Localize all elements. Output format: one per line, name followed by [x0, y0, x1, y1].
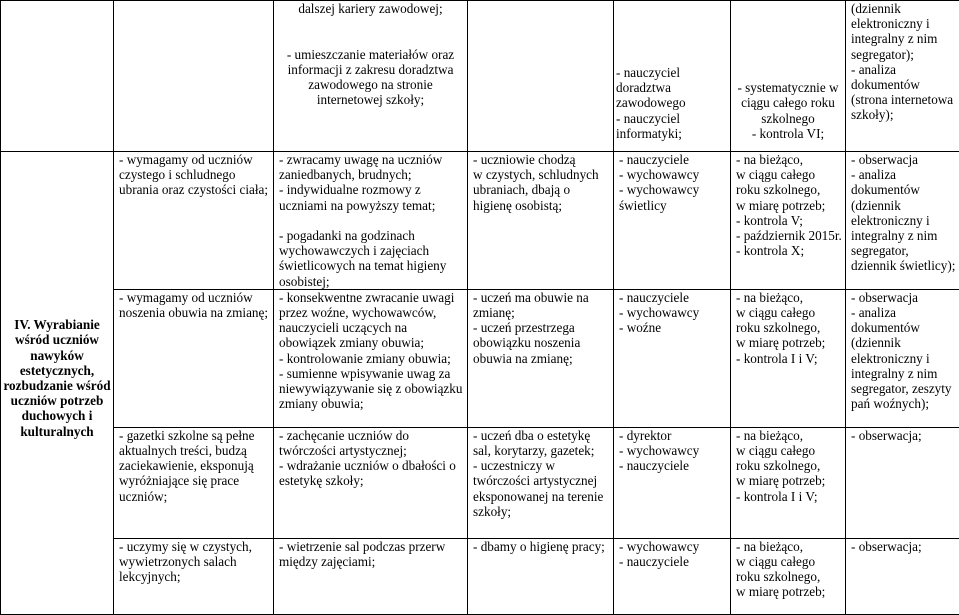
evaluation-cell: - obserwacja - analiza dokumentów (dziennik elektroniczny i integralny z nim segregator, zeszyty pań woźnych);: [846, 289, 959, 427]
empty-cell: [114, 1, 274, 152]
responsible-cell: - nauczyciele - wychowawcy - woźne: [614, 289, 731, 427]
task-cell: - wymagamy od uczniów czystego i schludnego ubrania oraz czystości ciała;: [114, 152, 274, 290]
evaluation-cell: - obserwacja;: [846, 538, 959, 614]
evaluation-cell: - obserwacja - analiza dokumentów (dziennik elektroniczny i integralny z nim segregator, dziennik świetlicy);: [846, 152, 959, 290]
timing-cell: - na bieżąco, w ciągu całego roku szkolnego, w miarę potrzeb; - kontrola I i V;: [731, 289, 846, 427]
table-row: [1, 538, 959, 614]
responsible-cell: - dyrektor - wychowawcy - nauczyciele: [614, 427, 731, 538]
table-row: [1, 289, 959, 427]
methods-cell: - zwracamy uwagę na uczniów zaniedbanych, brudnych; - indywidualne rozmowy z uczniami na powyższy temat; - pogadanki na godzinach wychowawczych i zajęciach świetlicowych na temat higieny osobistej;: [274, 152, 468, 290]
responsible-cell: - wychowawcy - nauczyciele: [614, 538, 731, 614]
evaluation-cell: - obserwacja;: [846, 427, 959, 538]
methods-cell: - konsekwentne zwracanie uwagi przez woźne, wychowawców, nauczycieli uczących na obowiązek zmiany obuwia; - kontrolowanie zmiany obuwia; - sumienne wpisywanie uwag za niewywiązywanie się z obowiązku zmiany obuwia;: [274, 289, 468, 427]
task-cell: - gazetki szkolne są pełne aktualnych treści, budzą zaciekawienie, eksponują wyróżniające się prace uczniów;: [114, 427, 274, 538]
timing-cell: - na bieżąco, w ciągu całego roku szkolnego, w miarę potrzeb;: [731, 538, 846, 614]
table-row: [1, 427, 959, 538]
effects-cell: - dbamy o higienę pracy;: [468, 538, 614, 614]
empty-cell: [1, 1, 114, 152]
timing-cell: - systematycznie w ciągu całego roku szkolnego - kontrola VI;: [731, 1, 846, 152]
table-row: [1, 1, 959, 152]
timing-cell: - na bieżąco, w ciągu całego roku szkolnego, w miarę potrzeb; - kontrola V; - październik 2015r. - kontrola X;: [731, 152, 846, 290]
methods-cell: - wietrzenie sal podczas przerw między zajęciami;: [274, 538, 468, 614]
effects-cell: - uczniowie chodzą w czystych, schludnych ubraniach, dbają o higienę osobistą;: [468, 152, 614, 290]
responsible-cell: - nauczyciel doradztwa zawodowego - nauczyciel informatyki;: [614, 1, 731, 152]
methods-cell: - zachęcanie uczniów do twórczości artystycznej; - wdrażanie uczniów o dbałości o estetykę szkoły;: [274, 427, 468, 538]
effects-cell: - uczeń ma obuwie na zmianę; - uczeń przestrzega obowiązku noszenia obuwia na zmianę;: [468, 289, 614, 427]
table-row: [1, 152, 959, 290]
timing-cell: - na bieżąco, w ciągu całego roku szkolnego, w miarę potrzeb; - kontrola I i V;: [731, 427, 846, 538]
task-cell: - uczymy się w czystych, wywietrzonych salach lekcyjnych;: [114, 538, 274, 614]
empty-cell: [468, 1, 614, 152]
methods-cell: dalszej kariery zawodowej; - umieszczanie materiałów oraz informacji z zakresu doradztwa zawodowego na stronie internetowej szkoły;: [274, 1, 468, 152]
effects-cell: - uczeń dba o estetykę sal, korytarzy, gazetek; - uczestniczy w twórczości artystycznej eksponowanej na terenie szkoły;: [468, 427, 614, 538]
task-cell: - wymagamy od uczniów noszenia obuwia na zmianę;: [114, 289, 274, 427]
section-title: IV. Wyrabianie wśród uczniów nawyków estetycznych, rozbudzanie wśród uczniów potrzeb duchowych i kulturalnych: [1, 152, 114, 615]
evaluation-cell: (dziennik elektroniczny i integralny z nim segregator); - analiza dokumentów (strona internetowa szkoły);: [846, 1, 959, 152]
responsible-cell: - nauczyciele - wychowawcy - wychowawcy świetlicy: [614, 152, 731, 290]
